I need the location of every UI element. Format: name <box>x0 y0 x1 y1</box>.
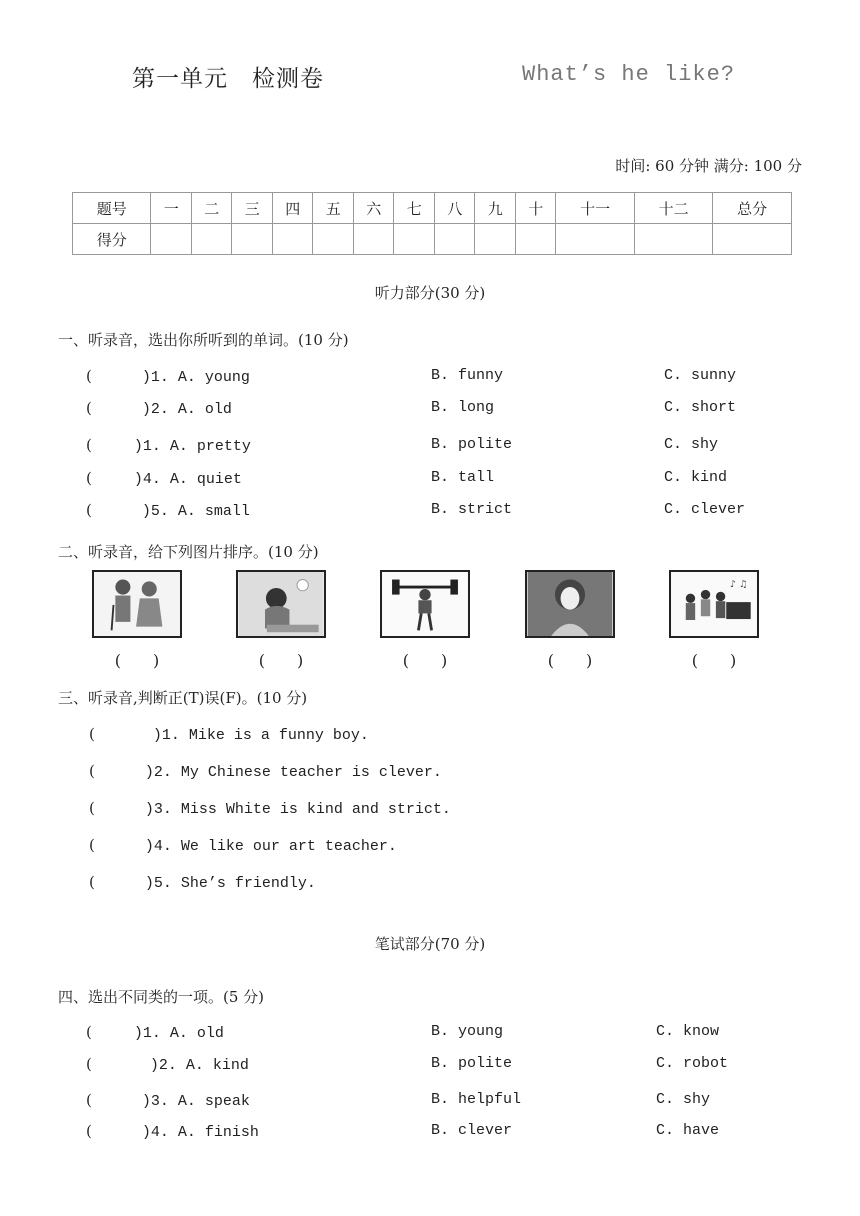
listening-part-title: 听力部分(30 分) <box>374 284 486 302</box>
option-b: B. young <box>431 1023 504 1040</box>
option-c: C. shy <box>656 1091 711 1108</box>
table-cell: 二 <box>191 193 232 224</box>
list-item: ( )4. We like our art teacher. <box>89 836 397 855</box>
table-cell: 四 <box>272 193 313 224</box>
section3-heading: 三、听录音,判断正(T)误(F)。(10 分) <box>58 689 308 707</box>
picture-answer-blank[interactable]: ( ) <box>547 651 593 670</box>
option-b: B. strict <box>431 501 513 518</box>
boy-at-desk-image <box>236 570 326 638</box>
time-info: 时间: 60 分钟 满分: 100 分 <box>615 157 802 175</box>
list-item: ( )3. Miss White is kind and strict. <box>89 799 451 818</box>
table-cell: 七 <box>394 193 435 224</box>
woman-portrait-image <box>525 570 615 638</box>
score-cell[interactable] <box>151 224 192 255</box>
table-cell: 五 <box>313 193 354 224</box>
table-cell: 六 <box>353 193 394 224</box>
weightlifter-image <box>380 570 470 638</box>
list-item: ( )1. A. pretty <box>86 436 251 455</box>
score-cell[interactable] <box>272 224 313 255</box>
list-item: ( )3. A. speak <box>86 1091 250 1110</box>
option-c: C. clever <box>664 501 746 518</box>
score-cell[interactable] <box>394 224 435 255</box>
option-b: B. funny <box>431 367 504 384</box>
list-item: ( )1. A. old <box>86 1023 224 1042</box>
unit-subtitle: What’s he like? <box>522 62 736 87</box>
score-cell[interactable] <box>313 224 354 255</box>
svg-text:♪ ♫: ♪ ♫ <box>730 579 748 591</box>
written-part-title: 笔试部分(70 分) <box>374 935 486 953</box>
table-cell: 一 <box>151 193 192 224</box>
list-item: ( )5. A. small <box>86 501 250 520</box>
table-cell: 十 <box>515 193 556 224</box>
score-cell[interactable] <box>232 224 273 255</box>
picture-answer-blank[interactable]: ( ) <box>258 651 304 670</box>
table-cell: 八 <box>434 193 475 224</box>
option-b: B. tall <box>431 469 495 486</box>
section4-heading: 四、选出不同类的一项。(5 分) <box>58 988 265 1006</box>
score-cell[interactable] <box>634 224 712 255</box>
option-c: C. shy <box>664 436 719 453</box>
option-c: C. kind <box>664 469 728 486</box>
table-cell: 得分 <box>73 224 151 255</box>
section1-heading: 一、听录音，选出你所听到的单词。(10 分) <box>58 331 349 349</box>
picture-answer-blank[interactable]: ( ) <box>402 651 448 670</box>
list-item: ( )2. A. old <box>86 399 232 418</box>
score-cell[interactable] <box>191 224 232 255</box>
list-item: ( )5. She’s friendly. <box>89 873 316 892</box>
score-cell[interactable] <box>556 224 634 255</box>
option-b: B. polite <box>431 1055 513 1072</box>
list-item: ( )2. My Chinese teacher is clever. <box>89 762 442 781</box>
score-cell[interactable] <box>434 224 475 255</box>
table-cell: 九 <box>475 193 516 224</box>
option-b: B. long <box>431 399 495 416</box>
option-b: B. clever <box>431 1122 513 1139</box>
option-c: C. have <box>656 1122 720 1139</box>
table-cell: 十一 <box>556 193 634 224</box>
old-couple-image <box>92 570 182 638</box>
option-b: B. helpful <box>431 1091 522 1108</box>
list-item: ( )2. A. kind <box>86 1055 249 1074</box>
list-item: ( )1. A. young <box>86 367 250 386</box>
list-item: ( )4. A. quiet <box>86 469 242 488</box>
option-c: C. robot <box>656 1055 729 1072</box>
kids-music-image <box>669 570 759 638</box>
list-item: ( )1. Mike is a funny boy. <box>89 725 369 744</box>
section2-heading: 二、听录音，给下列图片排序。(10 分) <box>58 543 319 561</box>
table-cell: 十二 <box>634 193 712 224</box>
table-cell: 总分 <box>713 193 792 224</box>
option-c: C. know <box>656 1023 720 1040</box>
option-c: C. sunny <box>664 367 737 384</box>
picture-answer-blank[interactable]: ( ) <box>114 651 160 670</box>
option-b: B. polite <box>431 436 513 453</box>
score-cell[interactable] <box>353 224 394 255</box>
score-cell[interactable] <box>475 224 516 255</box>
score-cell[interactable] <box>713 224 792 255</box>
table-cell: 三 <box>232 193 273 224</box>
table-cell: 题号 <box>73 193 151 224</box>
score-table-header-row <box>73 193 792 224</box>
page-title: 第一单元 检测卷 <box>132 66 324 92</box>
picture-answer-blank[interactable]: ( ) <box>691 651 737 670</box>
score-table <box>72 192 792 255</box>
list-item: ( )4. A. finish <box>86 1122 259 1141</box>
score-table-score-row <box>73 224 792 255</box>
score-cell[interactable] <box>515 224 556 255</box>
option-c: C. short <box>664 399 737 416</box>
